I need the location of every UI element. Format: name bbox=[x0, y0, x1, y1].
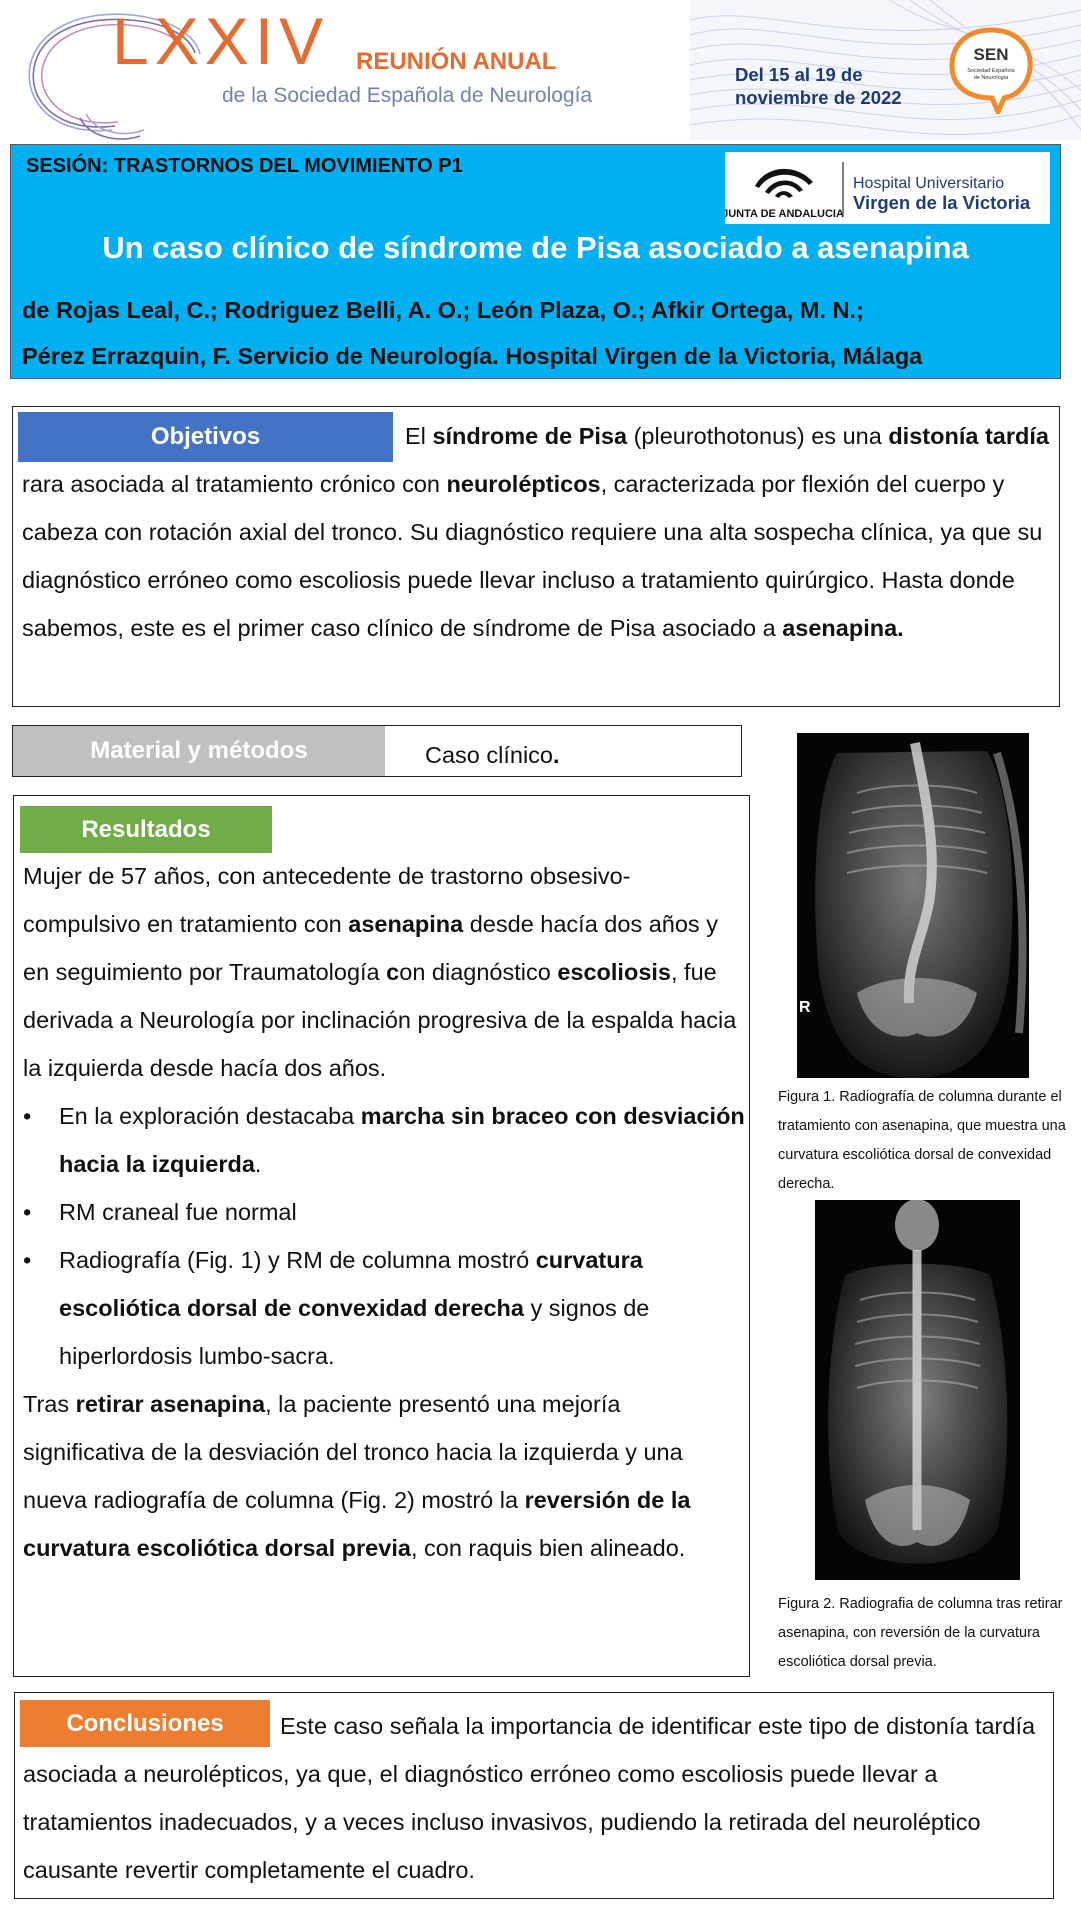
objetivos-text bbox=[22, 412, 1052, 652]
text-run: desde hacía dos años y en seguimiento por Traumatología bbox=[23, 911, 718, 985]
text-run: , la paciente presentó una mejoría significativa de la desviación del tronco hacia la izquierda y una nueva radiografía de columna (Fig. 2) mostró la bbox=[23, 1391, 683, 1513]
figure-1-caption: Figura 1. Radiografía de columna durante el tratamiento con asenapina, que muestra una curvatura escoliótica dorsal de convexidad derecha. bbox=[778, 1089, 1066, 1192]
text-run: El bbox=[405, 423, 433, 449]
conference-header bbox=[0, 0, 1081, 140]
dates-line-1: Del 15 al 19 de bbox=[735, 64, 863, 85]
list-item bbox=[23, 1092, 745, 1188]
dates-line-2: noviembre de 2022 bbox=[735, 86, 902, 108]
text-run: rara asociada al tratamiento crónico con bbox=[22, 471, 447, 497]
society-name: de la Sociedad Española de Neurología bbox=[222, 84, 593, 107]
bold-run: distonía tardía bbox=[888, 423, 1049, 449]
bold-run: asenapina bbox=[348, 911, 464, 937]
bold-run: marcha sin braceo con desviación hacia la izquierda bbox=[59, 1103, 745, 1177]
text-run: on diagnóstico bbox=[399, 959, 558, 985]
figure-2-xray bbox=[815, 1200, 1020, 1580]
poster-title: Un caso clínico de síndrome de Pisa asociado a asenapina bbox=[102, 230, 969, 265]
objetivos-label: Objetivos bbox=[18, 412, 393, 462]
figure-1-xray bbox=[797, 733, 1029, 1078]
resultados-paragraph-1 bbox=[23, 852, 745, 1092]
text-run: RM craneal fue normal bbox=[59, 1199, 297, 1225]
hospital-logo-graphic bbox=[725, 152, 1050, 224]
hospital-line-1: Hospital Universitario bbox=[853, 175, 1005, 192]
resultados-paragraph-2 bbox=[23, 1380, 745, 1572]
hospital-logo bbox=[725, 152, 1050, 224]
bold-run: . bbox=[553, 742, 560, 768]
bold-run: asenapina. bbox=[782, 615, 904, 641]
text-run: , con raquis bien alineado. bbox=[410, 1535, 686, 1561]
resultados-label: Resultados bbox=[20, 806, 272, 853]
junta-text: JUNTA DE ANDALUCIA bbox=[725, 208, 844, 220]
resultados-text bbox=[23, 852, 745, 1572]
authors-line-1: de Rojas Leal, C.; Rodriguez Belli, A. O.; León Plaza, O.; Afkir Ortega, M. N.; bbox=[22, 297, 864, 323]
material-label: Material y métodos bbox=[13, 726, 385, 776]
text-run: Radiografía (Fig. 1) y RM de columna mostró bbox=[59, 1247, 536, 1273]
bold-run: escoliosis bbox=[557, 959, 671, 985]
sen-logo-sub2: de Neurología bbox=[973, 75, 1009, 81]
text-run: En la exploración destacaba bbox=[59, 1103, 361, 1129]
text-run: . bbox=[254, 1151, 262, 1177]
material-text bbox=[425, 731, 560, 779]
xray-image-2 bbox=[815, 1200, 1020, 1580]
list-item bbox=[23, 1236, 745, 1380]
sen-logo-text: SEN bbox=[973, 45, 1009, 64]
text-run: (pleurothotonus) es una bbox=[627, 423, 889, 449]
xray-marker-r: R bbox=[799, 999, 811, 1016]
bold-run: neurolépticos bbox=[446, 471, 601, 497]
roman-numeral: LXXIV bbox=[112, 4, 330, 78]
conference-dates bbox=[735, 64, 902, 109]
bold-run: curvatura escoliótica dorsal de convexidad derecha bbox=[59, 1247, 643, 1321]
authors-line-2: Pérez Errazquin, F. Servicio de Neurología. Hospital Virgen de la Victoria, Málaga bbox=[22, 343, 923, 369]
bold-run: reversión de la curvatura escoliótica dorsal previa bbox=[23, 1487, 691, 1561]
xray-image-1 bbox=[797, 733, 1029, 1078]
conclusiones-label: Conclusiones bbox=[20, 1700, 270, 1747]
sen-logo-sub1: Sociedad Española bbox=[967, 68, 1015, 74]
text-run: Tras bbox=[23, 1391, 76, 1417]
bold-run: síndrome de Pisa bbox=[432, 423, 628, 449]
session-label: SESIÓN: TRASTORNOS DEL MOVIMIENTO P1 bbox=[26, 155, 463, 177]
list-item bbox=[23, 1188, 745, 1236]
sen-logo bbox=[946, 24, 1036, 114]
text-run: , fue derivada a Neurología por inclinación progresiva de la espalda hacia la izquierda desde hacía dos años. bbox=[23, 959, 737, 1081]
figure-2-caption: Figura 2. Radiografia de columna tras retirar asenapina, con reversión de la curvatura escoliótica dorsal previa. bbox=[778, 1596, 1063, 1670]
text-run: Mujer de 57 años, con antecedente de trastorno obsesivo-compulsivo en tratamiento con bbox=[23, 863, 631, 937]
text-run: y signos de hiperlordosis lumbo-sacra. bbox=[59, 1295, 650, 1369]
text-run: Caso clínico bbox=[425, 742, 553, 768]
hospital-line-2: Virgen de la Victoria bbox=[853, 192, 1031, 213]
bold-run: retirar asenapina bbox=[75, 1391, 266, 1417]
conclusiones-text: Este caso señala la importancia de identificar este tipo de distonía tardía asociada a neurolépticos, ya que, el diagnóstico erróneo como escoliosis puede llevar a tratamientos inadecuados, y a veces incluso invasivos, pudiendo la retirada del neuroléptico causante revertir completamente el cuadro. bbox=[23, 1713, 1036, 1883]
text-run: , caracterizada por flexión del cuerpo y cabeza con rotación axial del tronco. Su diagnóstico requiere una alta sospecha clínica, ya que su diagnóstico erróneo como escoliosis puede llevar incluso a tratamiento quirúrgico. Hasta donde sabemos, este es el primer caso clínico de síndrome de Pisa asociado a bbox=[22, 471, 1043, 641]
meeting-title: REUNIÓN ANUAL bbox=[356, 48, 557, 75]
bold-run: c bbox=[386, 959, 400, 985]
